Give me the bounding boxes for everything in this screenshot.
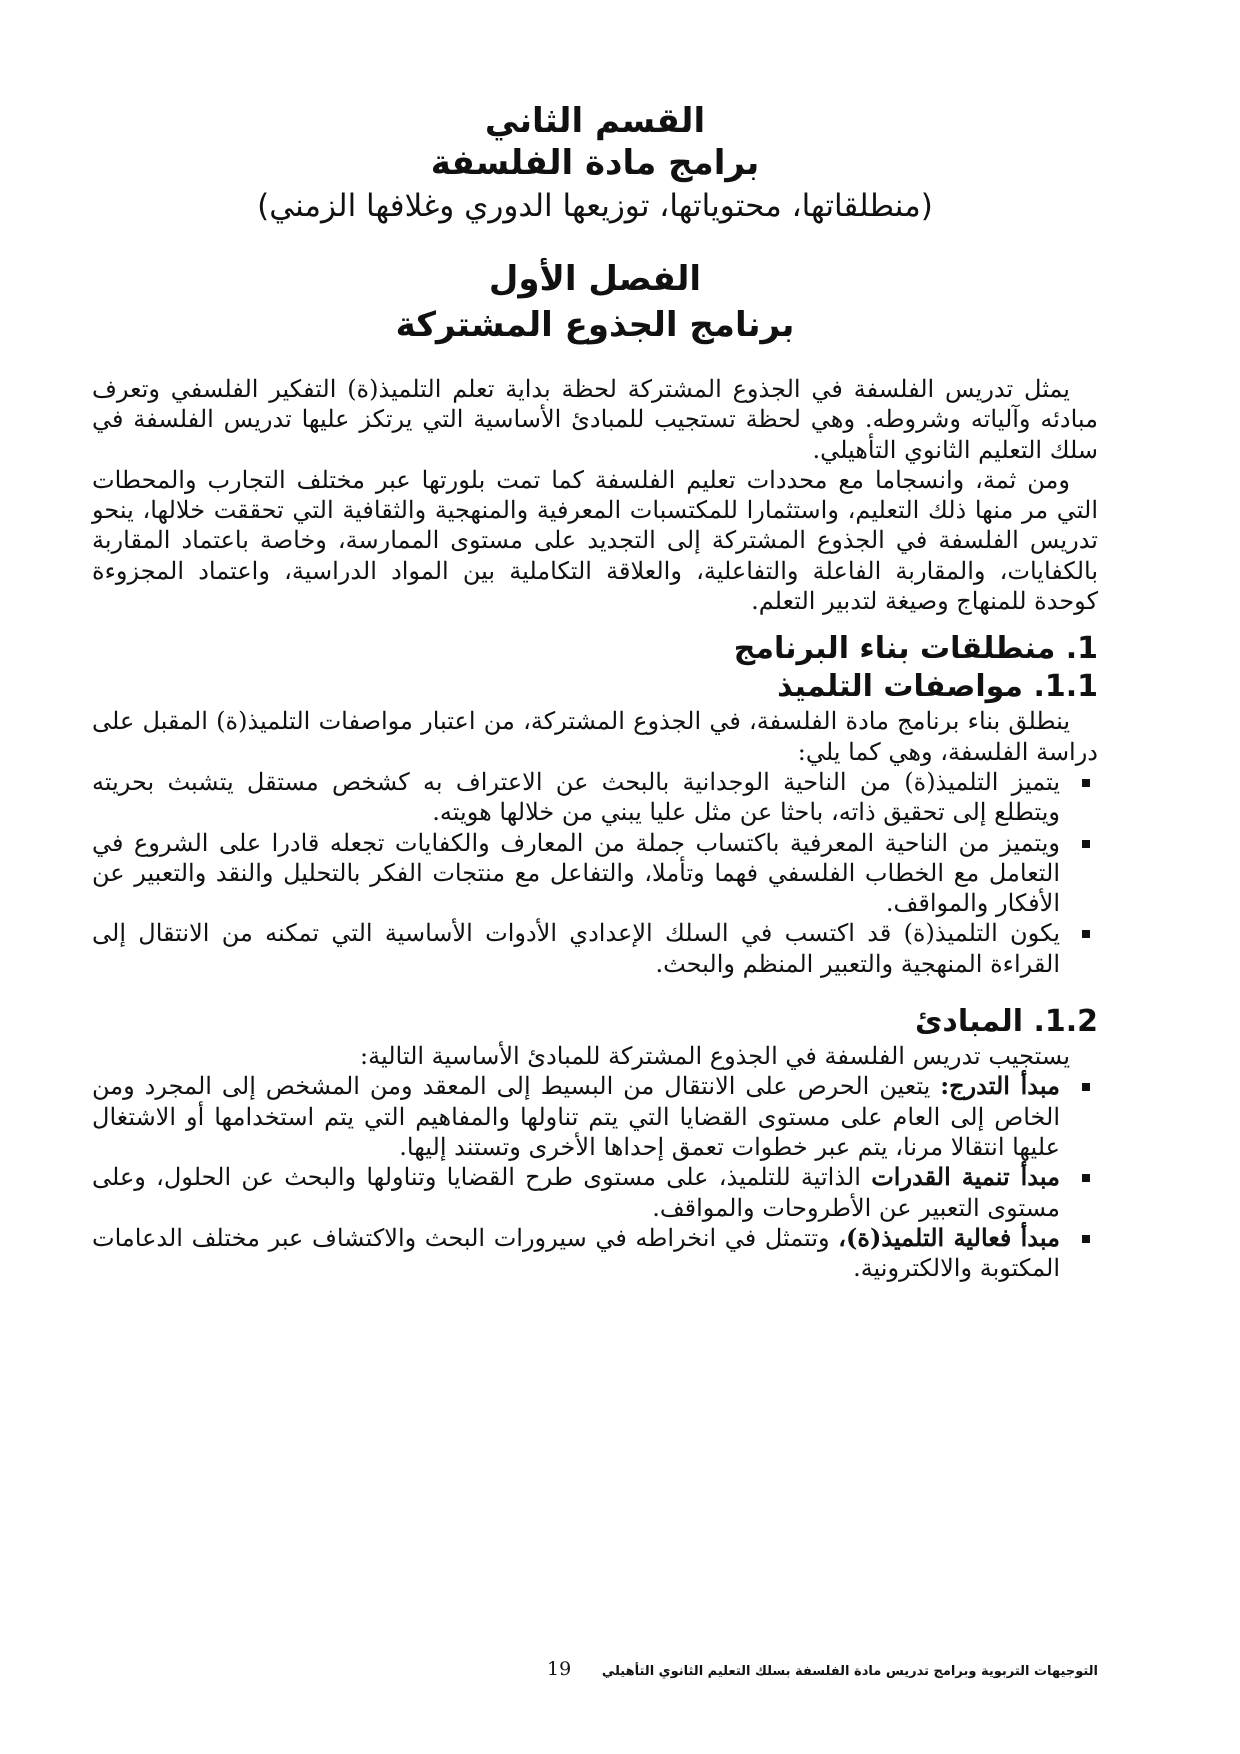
section-1-2-intro: يستجيب تدريس الفلسفة في الجذوع المشتركة للمبادئ الأساسية التالية:: [360, 1042, 1070, 1071]
principle-name: مبدأ فعالية التلميذ(ة)،: [838, 1222, 1060, 1252]
principle-name: مبدأ التدرج:: [940, 1071, 1060, 1101]
principles-list: [92, 1071, 1098, 1283]
learner-profile-list: [92, 767, 1098, 979]
bullet-square-icon: [1082, 1174, 1090, 1182]
section-1-1-heading: 1.1. مواصفات التلميذ: [777, 669, 1098, 705]
section-1-2-heading: 1.2. المبادئ: [914, 1004, 1098, 1040]
page-content: [92, 100, 1098, 1283]
bullet-square-icon: [1082, 1083, 1090, 1091]
intro-paragraph-1: يمثل تدريس الفلسفة في الجذوع المشتركة لحظة بداية تعلم التلميذ(ة) التفكير الفلسفي وتعرف مبادئه وآلياته وشروطه. وهي لحظة تستجيب للمبادئ الأساسية التي يرتكز عليها تدريس الفلسفة في سلك التعليم الثانوي التأهيلي.: [92, 375, 1098, 464]
bullet-square-icon: [1082, 779, 1090, 787]
list-item: [92, 918, 1098, 979]
list-item-text: يكون التلميذ(ة) قد اكتسب في السلك الإعدادي الأدوات الأساسية التي تمكنه من الانتقال إلى القراءة المنهجية والتعبير المنظم والبحث.: [92, 919, 1060, 978]
section-title: القسم الثاني: [484, 101, 706, 141]
title-block: [92, 100, 1098, 348]
principle-text: الذاتية للتلميذ، على مستوى طرح القضايا وتناولها والبحث عن الحلول، وعلى مستوى التعبير عن الأطروحات والمواقف.: [92, 1163, 1060, 1222]
section-1-heading: 1. منطلقات بناء البرنامج: [733, 631, 1098, 667]
spacer: [92, 348, 1098, 374]
chapter-subtitle: برنامج الجذوع المشتركة: [395, 305, 795, 345]
intro-paragraph-2: ومن ثمة، وانسجاما مع محددات تعليم الفلسفة كما تمت بلورتها عبر مختلف التجارب والمحطات التي مر منها ذلك التعليم، واستثمارا للمكتسبات المعرفية والمنهجية والثقافية التي تحققت خلالها، ينحو تدريس الفلسفة في الجذوع المشتركة إلى التجديد على مستوى الممارسة، وخاصة باعتماد المقاربة بالكفايات، والمقاربة الفاعلة والتفاعلية، والعلاقة التكاملية بين المواد الدراسية، واعتماد المجزوءة كوحدة للمنهاج وصيغة لتدبير التعلم.: [92, 465, 1098, 616]
page-footer: [92, 1658, 1098, 1694]
list-item-text: يتميز التلميذ(ة) من الناحية الوجدانية بالبحث عن الاعتراف به كشخص مستقل يتشبث بحريته ويتطلع إلى تحقيق ذاته، باحثا عن مثل عليا يبني من خلالها هويته.: [92, 767, 1060, 827]
principle-text: يتعين الحرص على الانتقال من البسيط إلى المعقد ومن المشخص إلى المجرد ومن الخاص إلى العام على مستوى القضايا التي يتم تناولها والمفاهيم التي يتم استخدامها أو الاشتغال عليها انتقالا مرنا، يتم عبر خطوات تعمق إحداها الأخرى وتستند إليها.: [92, 1072, 1060, 1161]
bullet-square-icon: [1082, 930, 1090, 938]
list-item: [92, 1162, 1098, 1223]
list-item: [92, 828, 1098, 919]
list-item: [92, 1223, 1098, 1284]
principle-text: وتتمثل في انخراطه في سيرورات البحث والاكتشاف عبر مختلف الدعامات المكتوبة والالكترونية.: [92, 1223, 1060, 1283]
bullet-square-icon: [1082, 840, 1090, 848]
list-item-text: ويتميز من الناحية المعرفية باكتساب جملة من المعارف والكفايات تجعله قادرا على الشروع في التعامل مع الخطاب الفلسفي فهما وتأملا، والتفاعل مع منتجات الفكر بالتحليل والنقد والتعبير عن الأفكار والمواقف.: [92, 828, 1060, 918]
bullet-square-icon: [1082, 1235, 1090, 1243]
section-1-1-intro: ينطلق بناء برنامج مادة الفلسفة، في الجذوع المشتركة، من اعتبار مواصفات التلميذ(ة) المقبل على دراسة الفلسفة، وهي كما يلي:: [92, 707, 1098, 766]
list-item: [92, 1071, 1098, 1162]
footer-title: التوجيهات التربوية وبرامج تدريس مادة الفلسفة بسلك التعليم الثانوي التأهيلي: [601, 1664, 1098, 1679]
section-description: (منطلقاتها، محتوياتها، توزيعها الدوري وغلافها الزمني): [257, 188, 933, 224]
principle-name: مبدأ تنمية القدرات: [871, 1162, 1060, 1192]
page-number: 19: [547, 1658, 572, 1680]
list-item: [92, 767, 1098, 828]
section-subtitle: برامج مادة الفلسفة: [430, 143, 760, 183]
chapter-title: الفصل الأول: [488, 259, 702, 299]
